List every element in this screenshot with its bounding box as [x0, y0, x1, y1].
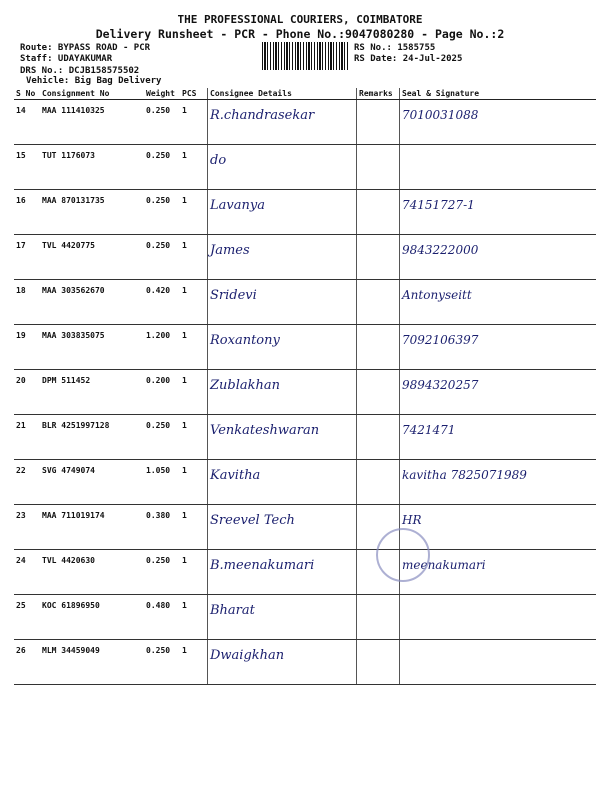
col-pcs: PCS [180, 88, 208, 100]
table-row [14, 190, 596, 235]
row-sno: 16 [14, 190, 40, 235]
row-consignment-no: MAA 870131735 [40, 190, 144, 235]
col-consignment: Consignment No [40, 88, 144, 100]
row-remarks [357, 640, 400, 685]
col-signature: Seal & Signature [400, 88, 597, 100]
row-weight: 0.250 [144, 235, 180, 280]
route-text: Route: BYPASS ROAD - PCR [20, 43, 151, 53]
row-signature-cell [400, 370, 597, 415]
row-sno: 15 [14, 145, 40, 190]
row-signature [402, 640, 594, 648]
row-consignee: Sreevel Tech [210, 513, 295, 528]
vehicle-text: Vehicle: Big Bag Delivery [26, 76, 162, 86]
row-weight: 1.050 [144, 460, 180, 505]
row-consignee-cell [208, 280, 357, 325]
col-remarks: Remarks [357, 88, 400, 100]
row-signature-cell [400, 640, 597, 685]
row-sno: 20 [14, 370, 40, 415]
row-consignee: Roxantony [210, 333, 280, 348]
table-row [14, 550, 596, 595]
row-sno: 18 [14, 280, 40, 325]
row-sno: 14 [14, 100, 40, 145]
row-consignee: Sridevi [210, 288, 257, 303]
row-remarks [357, 145, 400, 190]
table-row [14, 280, 596, 325]
table-row [14, 460, 596, 505]
row-signature-cell [400, 280, 597, 325]
table-row [14, 595, 596, 640]
row-pcs: 1 [180, 280, 208, 325]
row-signature-cell [400, 415, 597, 460]
row-consignee-cell [208, 595, 357, 640]
table-row [14, 505, 596, 550]
row-consignee: do [210, 153, 227, 168]
row-consignment-no: SVG 4749074 [40, 460, 144, 505]
row-signature: 9843222000 [402, 243, 479, 257]
row-pcs: 1 [180, 595, 208, 640]
row-signature-cell [400, 595, 597, 640]
row-consignee-cell [208, 550, 357, 595]
row-pcs: 1 [180, 505, 208, 550]
table-row [14, 415, 596, 460]
row-consignee-cell [208, 415, 357, 460]
barcode-image [262, 42, 348, 70]
row-remarks [357, 235, 400, 280]
row-weight: 0.420 [144, 280, 180, 325]
row-pcs: 1 [180, 460, 208, 505]
row-signature-cell [400, 145, 597, 190]
row-consignment-no: MLM 34459049 [40, 640, 144, 685]
row-consignee: Bharat [210, 603, 255, 618]
row-weight: 0.480 [144, 595, 180, 640]
row-consignment-no: MAA 303562670 [40, 280, 144, 325]
row-consignee: Zublakhan [210, 378, 281, 393]
table-header-row [14, 88, 596, 100]
row-consignee-cell [208, 100, 357, 145]
row-signature: HR [402, 513, 422, 527]
row-pcs: 1 [180, 145, 208, 190]
row-consignee: James [210, 243, 250, 258]
row-weight: 1.200 [144, 325, 180, 370]
row-signature: 7421471 [402, 423, 456, 437]
staff-text: Staff: UDAYAKUMAR [20, 54, 113, 64]
col-sno: S No [14, 88, 40, 100]
col-weight: Weight [144, 88, 180, 100]
row-consignment-no: DPM 511452 [40, 370, 144, 415]
row-signature [402, 595, 594, 603]
row-consignee-cell [208, 235, 357, 280]
row-signature-cell [400, 190, 597, 235]
row-signature-cell [400, 325, 597, 370]
table-row [14, 100, 596, 145]
row-signature: 7092106397 [402, 333, 479, 347]
row-consignee: R.chandrasekar [210, 108, 315, 123]
table-row [14, 640, 596, 685]
table-row [14, 235, 596, 280]
row-consignment-no: TVL 4420630 [40, 550, 144, 595]
row-weight: 0.250 [144, 100, 180, 145]
row-signature: kavitha 7825071989 [402, 468, 527, 482]
row-consignment-no: KOC 61896950 [40, 595, 144, 640]
row-pcs: 1 [180, 550, 208, 595]
row-remarks [357, 415, 400, 460]
row-consignee-cell [208, 145, 357, 190]
row-sno: 25 [14, 595, 40, 640]
row-consignment-no: MAA 111410325 [40, 100, 144, 145]
row-sno: 23 [14, 505, 40, 550]
row-consignment-no: MAA 711019174 [40, 505, 144, 550]
row-remarks [357, 325, 400, 370]
row-consignee-cell [208, 460, 357, 505]
row-signature: Antonyseitt [402, 288, 472, 302]
row-sno: 22 [14, 460, 40, 505]
row-remarks [357, 280, 400, 325]
row-weight: 0.250 [144, 415, 180, 460]
row-sno: 21 [14, 415, 40, 460]
row-signature-cell [400, 100, 597, 145]
row-signature: meenakumari [402, 558, 486, 572]
row-sno: 26 [14, 640, 40, 685]
row-remarks [357, 370, 400, 415]
row-weight: 0.200 [144, 370, 180, 415]
runsheet-table [14, 88, 596, 685]
row-consignee-cell [208, 640, 357, 685]
row-sno: 17 [14, 235, 40, 280]
row-consignment-no: BLR 4251997128 [40, 415, 144, 460]
col-consignee: Consignee Details [208, 88, 357, 100]
drs-number: DRS No.: DCJB158575502 [20, 66, 140, 76]
row-consignee-cell [208, 325, 357, 370]
row-signature: 7010031088 [402, 108, 479, 122]
row-weight: 0.250 [144, 145, 180, 190]
rs-number: RS No.: 1585755 [354, 43, 436, 53]
row-consignee-cell [208, 190, 357, 235]
row-signature [402, 145, 594, 153]
table-row [14, 145, 596, 190]
row-consignee: Kavitha [210, 468, 261, 483]
row-signature-cell [400, 460, 597, 505]
row-weight: 0.250 [144, 550, 180, 595]
row-consignment-no: MAA 303835075 [40, 325, 144, 370]
row-pcs: 1 [180, 100, 208, 145]
row-pcs: 1 [180, 325, 208, 370]
row-signature: 9894320257 [402, 378, 479, 392]
row-consignee: B.meenakumari [210, 558, 315, 573]
row-signature-cell [400, 235, 597, 280]
runsheet-subtitle: Delivery Runsheet - PCR - Phone No.:9047080280 - Page No.:2 [95, 27, 505, 41]
company-title: THE PROFESSIONAL COURIERS, COIMBATORE [177, 13, 423, 26]
row-pcs: 1 [180, 370, 208, 415]
row-consignee-cell [208, 370, 357, 415]
row-pcs: 1 [180, 415, 208, 460]
row-weight: 0.380 [144, 505, 180, 550]
seal-stamp [376, 528, 430, 582]
row-consignee: Venkateshwaran [210, 423, 320, 438]
row-remarks [357, 460, 400, 505]
row-weight: 0.250 [144, 640, 180, 685]
table-row [14, 325, 596, 370]
row-signature-cell [400, 505, 597, 550]
row-pcs: 1 [180, 640, 208, 685]
row-consignee: Lavanya [210, 198, 265, 213]
row-pcs: 1 [180, 235, 208, 280]
row-remarks [357, 190, 400, 235]
row-sno: 19 [14, 325, 40, 370]
row-consignment-no: TUT 1176073 [40, 145, 144, 190]
rs-date: RS Date: 24-Jul-2025 [354, 54, 463, 64]
row-pcs: 1 [180, 190, 208, 235]
row-remarks [357, 100, 400, 145]
table-row [14, 370, 596, 415]
row-remarks [357, 595, 400, 640]
row-weight: 0.250 [144, 190, 180, 235]
row-consignment-no: TVL 4420775 [40, 235, 144, 280]
row-consignee: Dwaigkhan [210, 648, 285, 663]
row-sno: 24 [14, 550, 40, 595]
row-signature: 74151727-1 [402, 198, 475, 212]
row-consignee-cell [208, 505, 357, 550]
